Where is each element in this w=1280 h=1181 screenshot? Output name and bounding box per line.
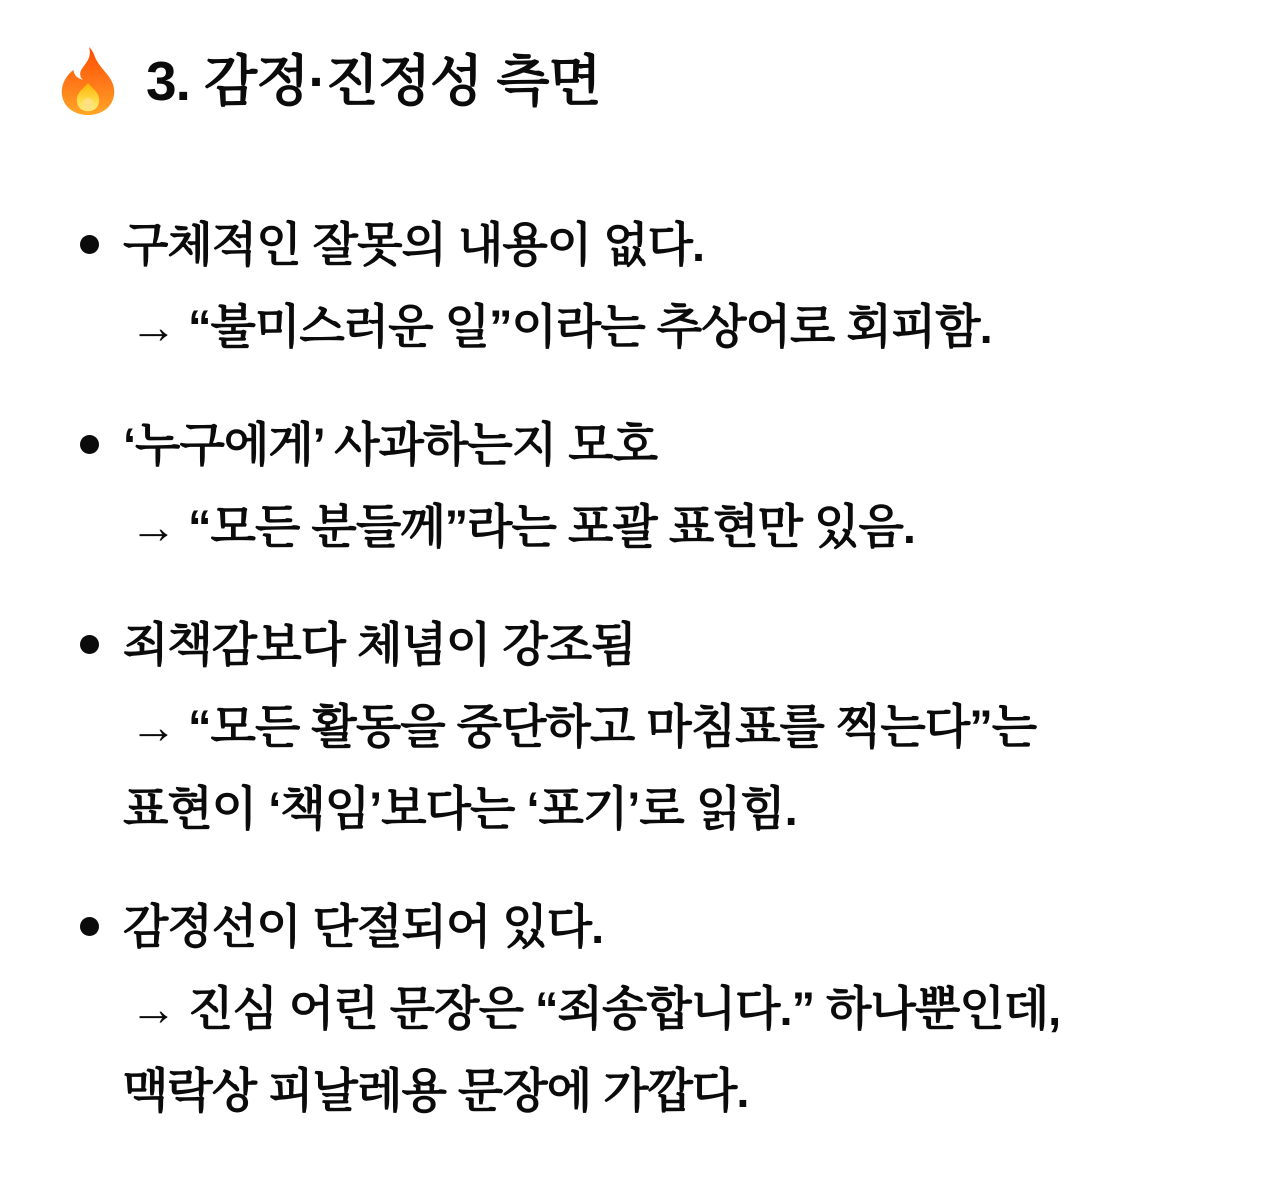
bullet-dot-icon [80,635,99,654]
bullet-dot-icon [80,235,99,254]
bullet-continuation-line: 표현이 ‘책임’보다는 ‘포기’로 읽힘. [123,782,797,835]
list-item [80,404,1244,568]
bullet-list [56,204,1244,1132]
bullet-content [123,604,1036,850]
fire-icon [56,46,120,116]
bullet-dot-icon [80,917,99,936]
bullet-dot-icon [80,435,99,454]
bullet-arrow-line: → 진심 어린 문장은 “죄송합니다.” 하나뿐인데, [130,982,1061,1035]
bullet-main-text: 죄책감보다 체념이 강조됨 [123,618,636,671]
bullet-arrow-line: → “불미스러운 일”이라는 추상어로 회피함. [130,300,992,353]
bullet-content [123,886,1060,1132]
bullet-main-text: 구체적인 잘못의 내용이 없다. [123,218,705,271]
list-item [80,204,1244,368]
bullet-arrow-line: → “모든 활동을 중단하고 마침표를 찍는다”는 [130,700,1037,753]
bullet-content [123,404,915,568]
list-item [80,604,1244,850]
bullet-main-text: ‘누구에게’ 사과하는지 모호 [123,418,658,471]
section-heading [56,44,1244,118]
section-heading-text: 3. 감정·진정성 측면 [146,50,601,112]
bullet-content [123,204,992,368]
list-item [80,886,1244,1132]
bullet-arrow-line: → “모든 분들께”라는 포괄 표현만 있음. [130,500,915,553]
bullet-main-text: 감정선이 단절되어 있다. [123,900,604,953]
bullet-continuation-line: 맥락상 피날레용 문장에 가깝다. [123,1064,749,1117]
